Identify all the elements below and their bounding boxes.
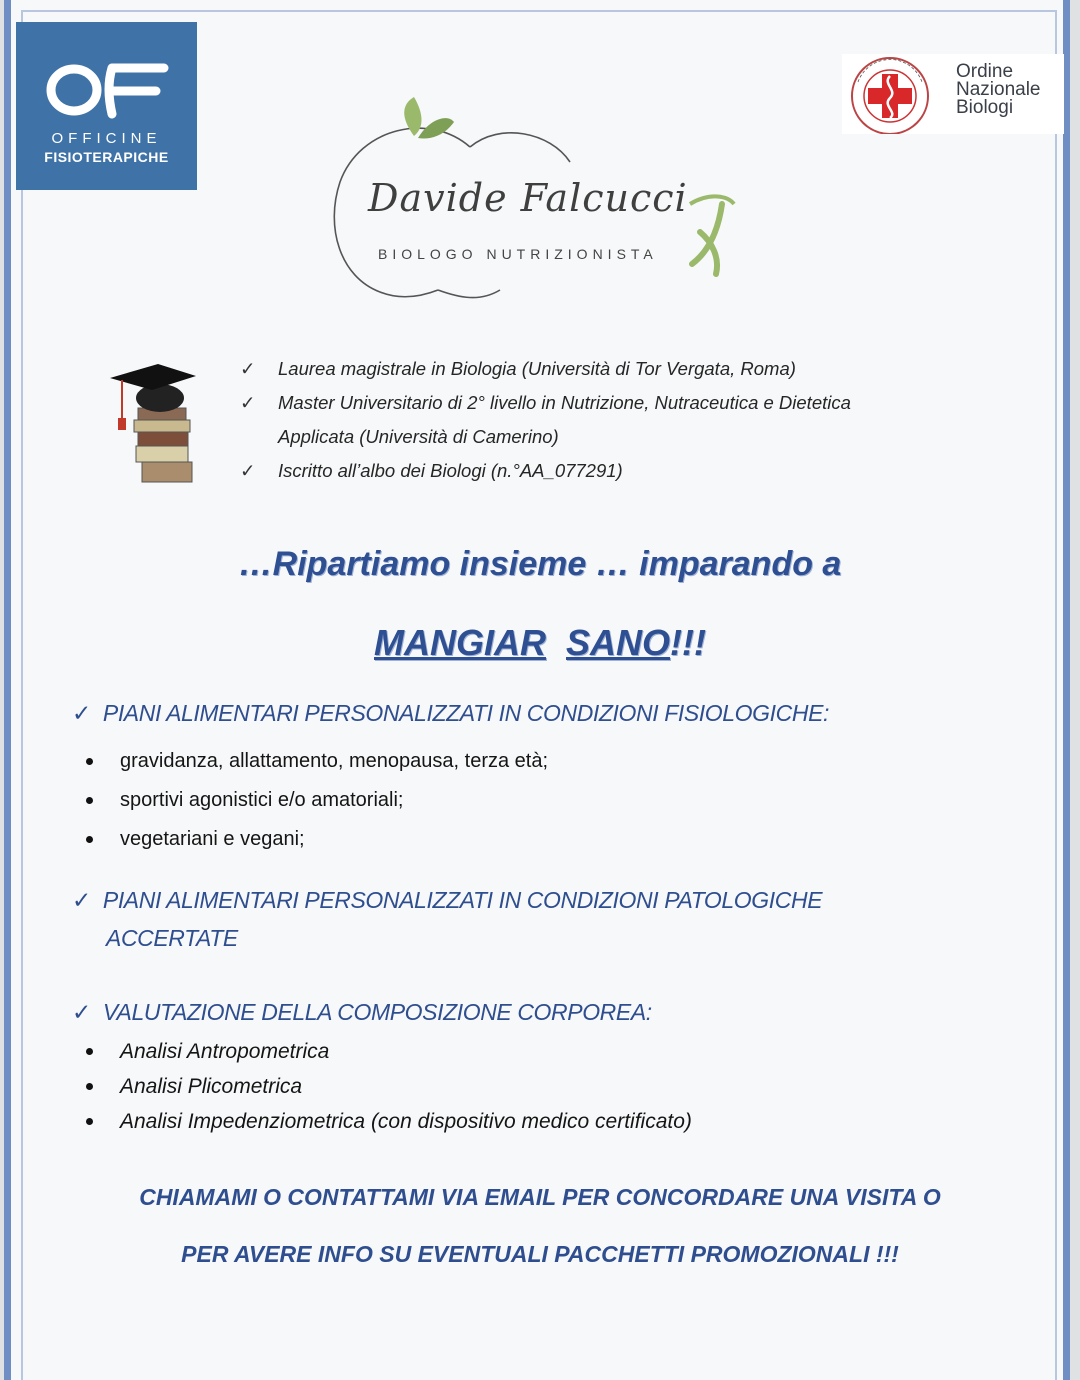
slogan-line2 bbox=[0, 622, 1080, 664]
brand-name: Davide Falcucci bbox=[368, 176, 688, 220]
onb-line-1: Ordine bbox=[956, 61, 1014, 82]
credential-text: Laurea magistrale in Biologia (Università di Tor Vergata, Roma) bbox=[278, 358, 796, 379]
credential-item bbox=[240, 386, 980, 420]
list-item: sportivi agonistici e/o amatoriali; bbox=[86, 781, 548, 820]
section-heading-fisiologiche bbox=[72, 700, 829, 727]
check-icon: ✓ bbox=[72, 887, 91, 913]
slogan-word-sano: SANO bbox=[566, 622, 671, 663]
section-heading-text: VALUTAZIONE DELLA COMPOSIZIONE CORPOREA: bbox=[102, 999, 652, 1025]
graduation-books-icon bbox=[108, 360, 198, 485]
slogan-word-mangiar: MANGIAR bbox=[374, 622, 546, 663]
check-icon: ✓ bbox=[72, 700, 91, 726]
fisiologiche-list bbox=[86, 742, 548, 859]
onb-line-2: Nazionale bbox=[956, 79, 1041, 100]
section-heading-patologiche-cont: ACCERTATE bbox=[106, 925, 238, 951]
section-heading-composizione bbox=[72, 999, 652, 1026]
cta-line1: CHIAMAMI O CONTATTAMI VIA EMAIL PER CONCORDARE UNA VISITA O bbox=[139, 1184, 941, 1210]
section-heading-text: PIANI ALIMENTARI PERSONALIZZATI IN CONDIZIONI PATOLOGICHE bbox=[102, 887, 823, 913]
check-icon: ✓ bbox=[240, 460, 256, 481]
slogan-suffix: !!! bbox=[670, 622, 706, 663]
credentials-list bbox=[240, 352, 980, 488]
credential-text-continued: Applicata (Università di Camerino) bbox=[278, 426, 559, 447]
brand-subtitle: BIOLOGO NUTRIZIONISTA bbox=[378, 246, 658, 262]
of-logo-line2: FISIOTERAPICHE bbox=[44, 149, 169, 165]
check-icon: ✓ bbox=[72, 999, 91, 1025]
list-item: Analisi Antropometrica bbox=[86, 1034, 692, 1069]
section-heading-patologiche bbox=[72, 887, 822, 914]
of-mark-icon bbox=[46, 58, 170, 122]
composizione-list bbox=[86, 1034, 692, 1139]
credential-item bbox=[240, 352, 980, 386]
list-item: Analisi Plicometrica bbox=[86, 1069, 692, 1104]
cta-line2: PER AVERE INFO SU EVENTUALI PACCHETTI PROMOZIONALI !!! bbox=[181, 1241, 899, 1267]
of-logo-line1: OFFICINE bbox=[51, 130, 162, 147]
list-item: vegetariani e vegani; bbox=[86, 820, 548, 859]
credential-text: Iscritto all’albo dei Biologi (n.°AA_077291) bbox=[278, 460, 623, 481]
officine-fisioterapiche-logo bbox=[16, 22, 197, 190]
credential-text: Master Universitario di 2° livello in Nutrizione, Nutraceutica e Dietetica bbox=[278, 392, 851, 413]
onb-line-3: Biologi bbox=[956, 97, 1014, 118]
credential-item bbox=[240, 454, 980, 488]
onb-logo-text bbox=[956, 63, 1041, 117]
list-item: Analisi Impedenziometrica (con dispositivo medico certificato) bbox=[86, 1104, 692, 1139]
section-heading-text: PIANI ALIMENTARI PERSONALIZZATI IN CONDIZIONI FISIOLOGICHE: bbox=[102, 700, 829, 726]
check-icon: ✓ bbox=[240, 392, 256, 413]
check-icon: ✓ bbox=[240, 358, 256, 379]
list-item: gravidanza, allattamento, menopausa, terza età; bbox=[86, 742, 548, 781]
slogan-line1: …Ripartiamo insieme … imparando a bbox=[238, 545, 842, 583]
